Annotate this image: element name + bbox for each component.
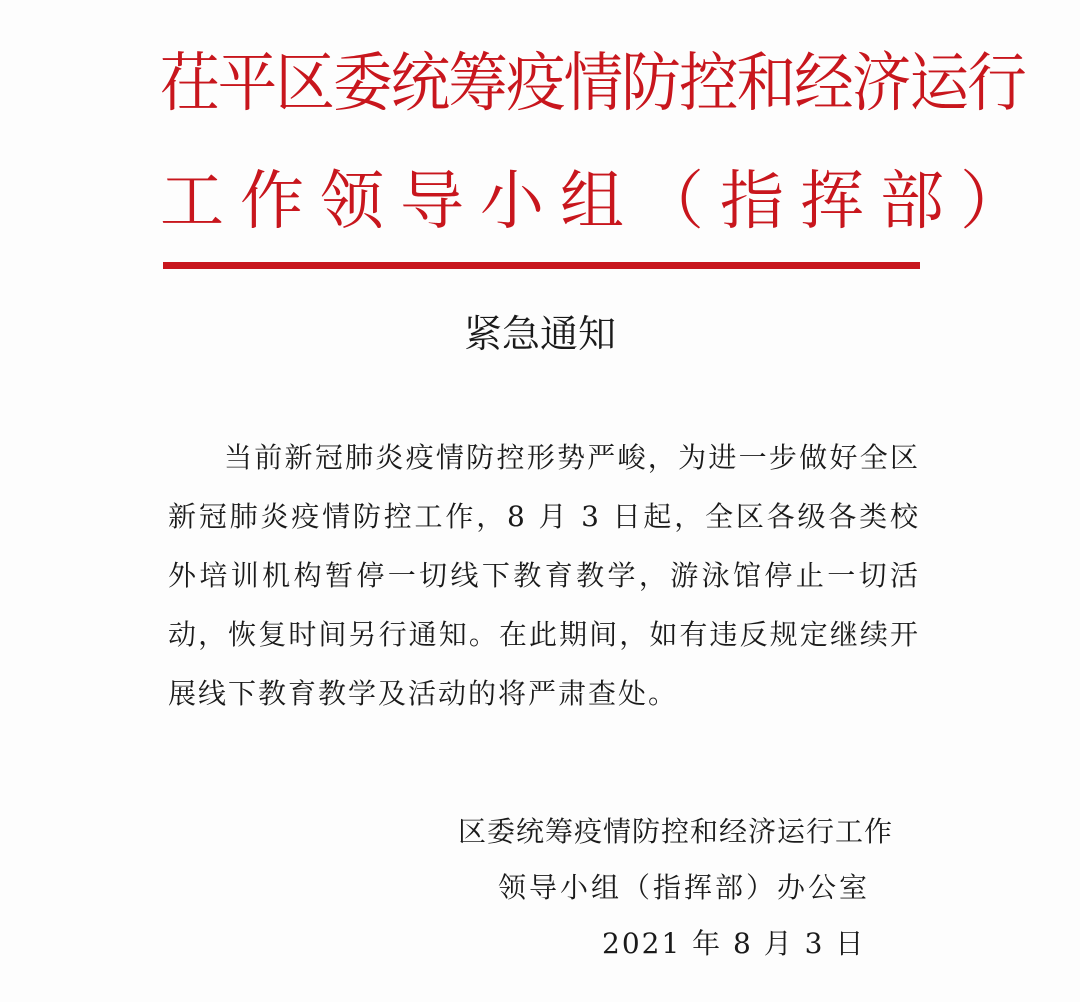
notice-title: 紧急通知 <box>463 312 616 356</box>
signature-org-line2: 领导小组（指挥部）办公室 <box>498 871 871 904</box>
header-red-divider <box>163 262 920 269</box>
header-title-line1: 茌平区委统筹疫情防控和经济运行 <box>160 47 1025 121</box>
header-title-line2: 工作领导小组（指挥部） <box>160 165 1040 239</box>
signature-date: 2021 年 8 月 3 日 <box>602 927 866 960</box>
notice-body: 当前新冠肺炎疫情防控形势严峻，为进一步做好全区新冠肺炎疫情防控工作，8 月 3 日起，全区各级各类校外培训机构暂停一切线下教育教学，游泳馆停止一切活动，恢复时间另行通知。在此期间，如有违反规定继续开展线下教育教学及活动的将严肃查处。 <box>168 441 920 710</box>
signature-org-line1: 区委统筹疫情防控和经济运行工作 <box>458 815 894 848</box>
